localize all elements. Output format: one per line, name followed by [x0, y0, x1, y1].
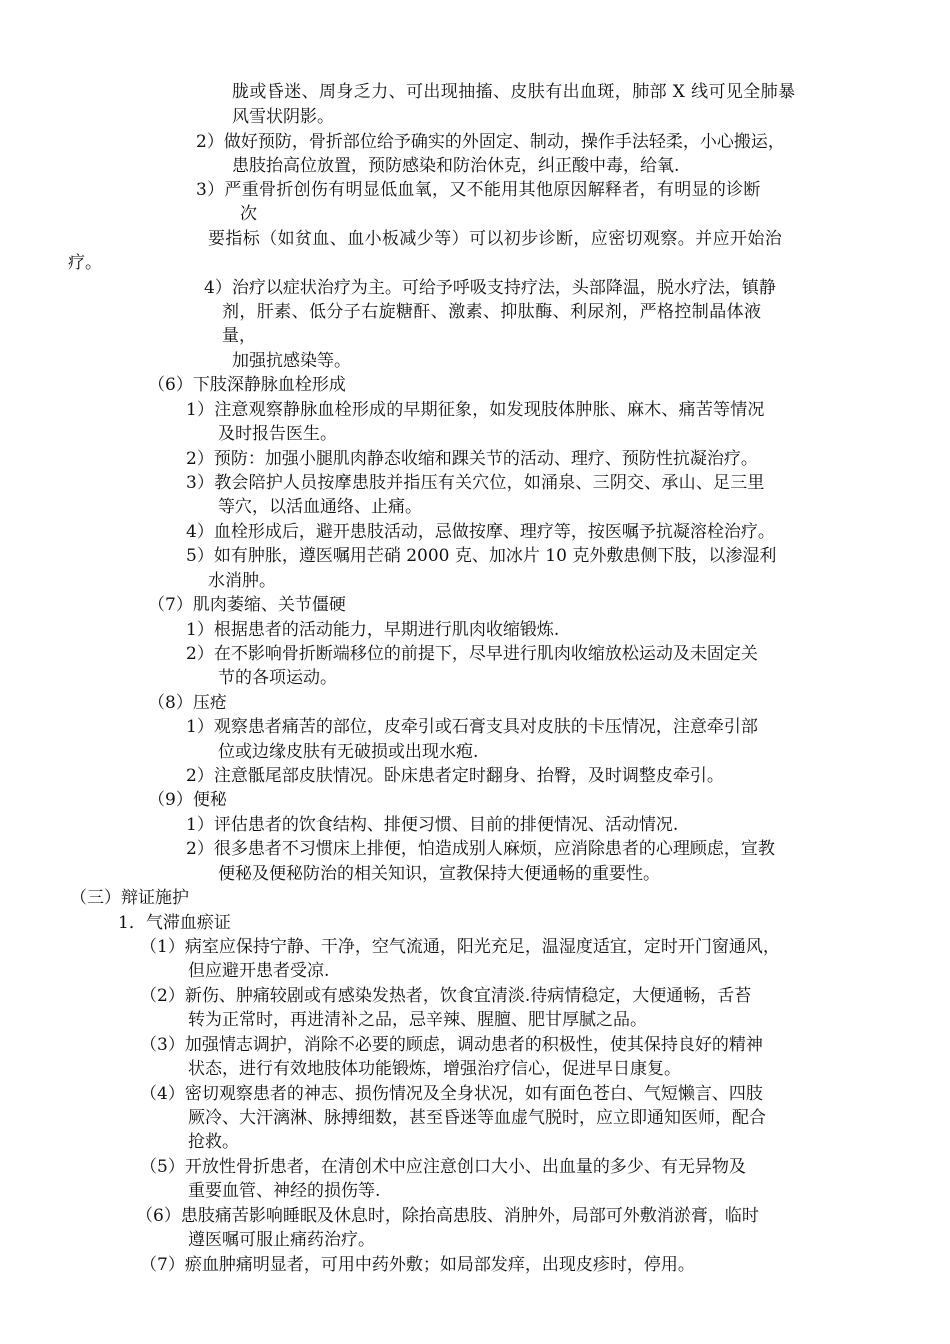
text-line: 1）观察患者痛苦的部位，皮牵引或石膏支具对皮肤的卡压情况，注意牵引部 — [186, 717, 758, 737]
text-line: （2）新伤、肿痛较剧或有感染发热者，饮食宜清淡.待病情稳定，大便通畅，舌苔 — [140, 986, 752, 1006]
text-line: 但应避开患者受凉. — [188, 961, 330, 981]
text-line: （1）病室应保持宁静、干净，空气流通，阳光充足，温湿度适宜，定时开门窗通风， — [140, 937, 780, 957]
text-line: 风雪状阴影。 — [232, 107, 334, 127]
text-line: 2）在不影响骨折断端移位的前提下，尽早进行肌肉收缩放松运动及未固定关 — [186, 644, 758, 664]
text-line: 1）评估患者的饮食结构、排便习惯、目前的排便情况、活动情况. — [186, 815, 679, 835]
text-line: 2）注意骶尾部皮肤情况。卧床患者定时翻身、抬臀，及时调整皮牵引。 — [186, 766, 724, 786]
text-line: 状态，进行有效地肢体功能锻炼，增强治疗信心，促进早日康复。 — [188, 1059, 681, 1079]
text-line: 等穴，以活血通络、止痛。 — [218, 497, 422, 517]
subheading: 1．气滞血瘀证 — [118, 913, 231, 933]
text-line: 量， — [222, 326, 256, 346]
text-line: 1）根据患者的活动能力，早期进行肌肉收缩锻炼. — [186, 620, 560, 640]
text-line: 2）预防：加强小腿肌肉静态收缩和踝关节的活动、理疗、预防性抗凝治疗。 — [186, 449, 758, 469]
text-line: 厥冷、大汗漓淋、脉搏细数，甚至昏迷等血虚气脱时，应立即通知医师，配合 — [188, 1108, 766, 1128]
text-line: 次 — [240, 204, 257, 224]
text-line: （4）密切观察患者的神志、损伤情况及全身状况，如有面色苍白、气短懒言、四肢 — [140, 1084, 763, 1104]
text-line: 水消肿。 — [208, 571, 276, 591]
section-heading: （9）便秘 — [148, 790, 227, 810]
text-line: 遵医嘱可服止痛药治疗。 — [188, 1230, 375, 1250]
text-line: 2）很多患者不习惯床上排便，怕造成别人麻烦，应消除患者的心理顾虑，宣教 — [186, 839, 775, 859]
text-line: 便秘及便秘防治的相关知识，宣教保持大便通畅的重要性。 — [218, 864, 660, 884]
text-line: 4）血栓形成后，避开患肢活动，忌做按摩、理疗等，按医嘱予抗凝溶栓治疗。 — [186, 522, 775, 542]
text-line: 3）严重骨折创伤有明显低血氧，又不能用其他原因解释者，有明显的诊断 — [196, 180, 761, 200]
text-line: （6）患肢痛苦影响睡眠及休息时，除抬高患肢、消肿外，局部可外敷消淤膏，临时 — [136, 1206, 759, 1226]
text-line: 患肢抬高位放置，预防感染和防治休克，纠正酸中毒，给氧. — [232, 156, 680, 176]
section-heading: （6）下肢深静脉血栓形成 — [148, 375, 346, 395]
text-line: 加强抗感染等。 — [232, 351, 351, 371]
chapter-heading: （三）辩证施护 — [70, 888, 189, 908]
text-line: 节的各项运动。 — [218, 668, 337, 688]
text-line: 3）教会陪护人员按摩患肢并指压有关穴位，如涌泉、三阴交、承山、足三里 — [186, 473, 765, 493]
text-line: 重要血管、神经的损伤等. — [188, 1181, 381, 1201]
text-line: 1）注意观察静脉血栓形成的早期征象，如发现肢体肿胀、麻木、痛苦等情况 — [186, 400, 765, 420]
text-line: 抢救。 — [188, 1132, 239, 1152]
text-line: （7）瘀血肿痛明显者，可用中药外敷；如局部发痒，出现皮疹时，停用。 — [140, 1255, 695, 1275]
text-line: （3）加强情志调护，消除不必要的顾虑，调动患者的积极性，使其保持良好的精神 — [140, 1035, 763, 1055]
text-line: 胧或昏迷、周身乏力、可出现抽搐、皮肤有出血斑，肺部 X 线可见全肺暴 — [232, 82, 796, 102]
text-line: 要指标（如贫血、血小板减少等）可以初步诊断，应密切观察。并应开始治 — [208, 229, 783, 249]
text-line: 位或边缘皮肤有无破损或出现水疱. — [218, 742, 479, 762]
text-line: 4）治疗以症状治疗为主。可给予呼吸支持疗法，头部降温，脱水疗法，镇静 — [204, 278, 776, 298]
text-line: 5）如有肿胀，遵医嘱用芒硝 2000 克、加冰片 10 克外敷患侧下肢，以渗湿利 — [186, 546, 777, 566]
text-line: （5）开放性骨折患者，在清创术中应注意创口大小、出血量的多少、有无异物及 — [140, 1157, 746, 1177]
text-line: 及时报告医生。 — [218, 424, 337, 444]
section-heading: （8）压疮 — [148, 693, 227, 713]
text-line: 2）做好预防，骨折部位给予确实的外固定、制动，操作手法轻柔，小心搬运， — [196, 132, 785, 152]
text-line: 剂，肝素、低分子右旋糖酐、激素、抑肽酶、利尿剂，严格控制晶体液 — [222, 302, 762, 322]
section-heading: （7）肌肉萎缩、关节僵硬 — [148, 595, 346, 615]
text-line: 转为正常时，再进清补之品，忌辛辣、腥膻、肥甘厚腻之品。 — [188, 1010, 647, 1030]
text-line: 疗。 — [68, 253, 102, 273]
